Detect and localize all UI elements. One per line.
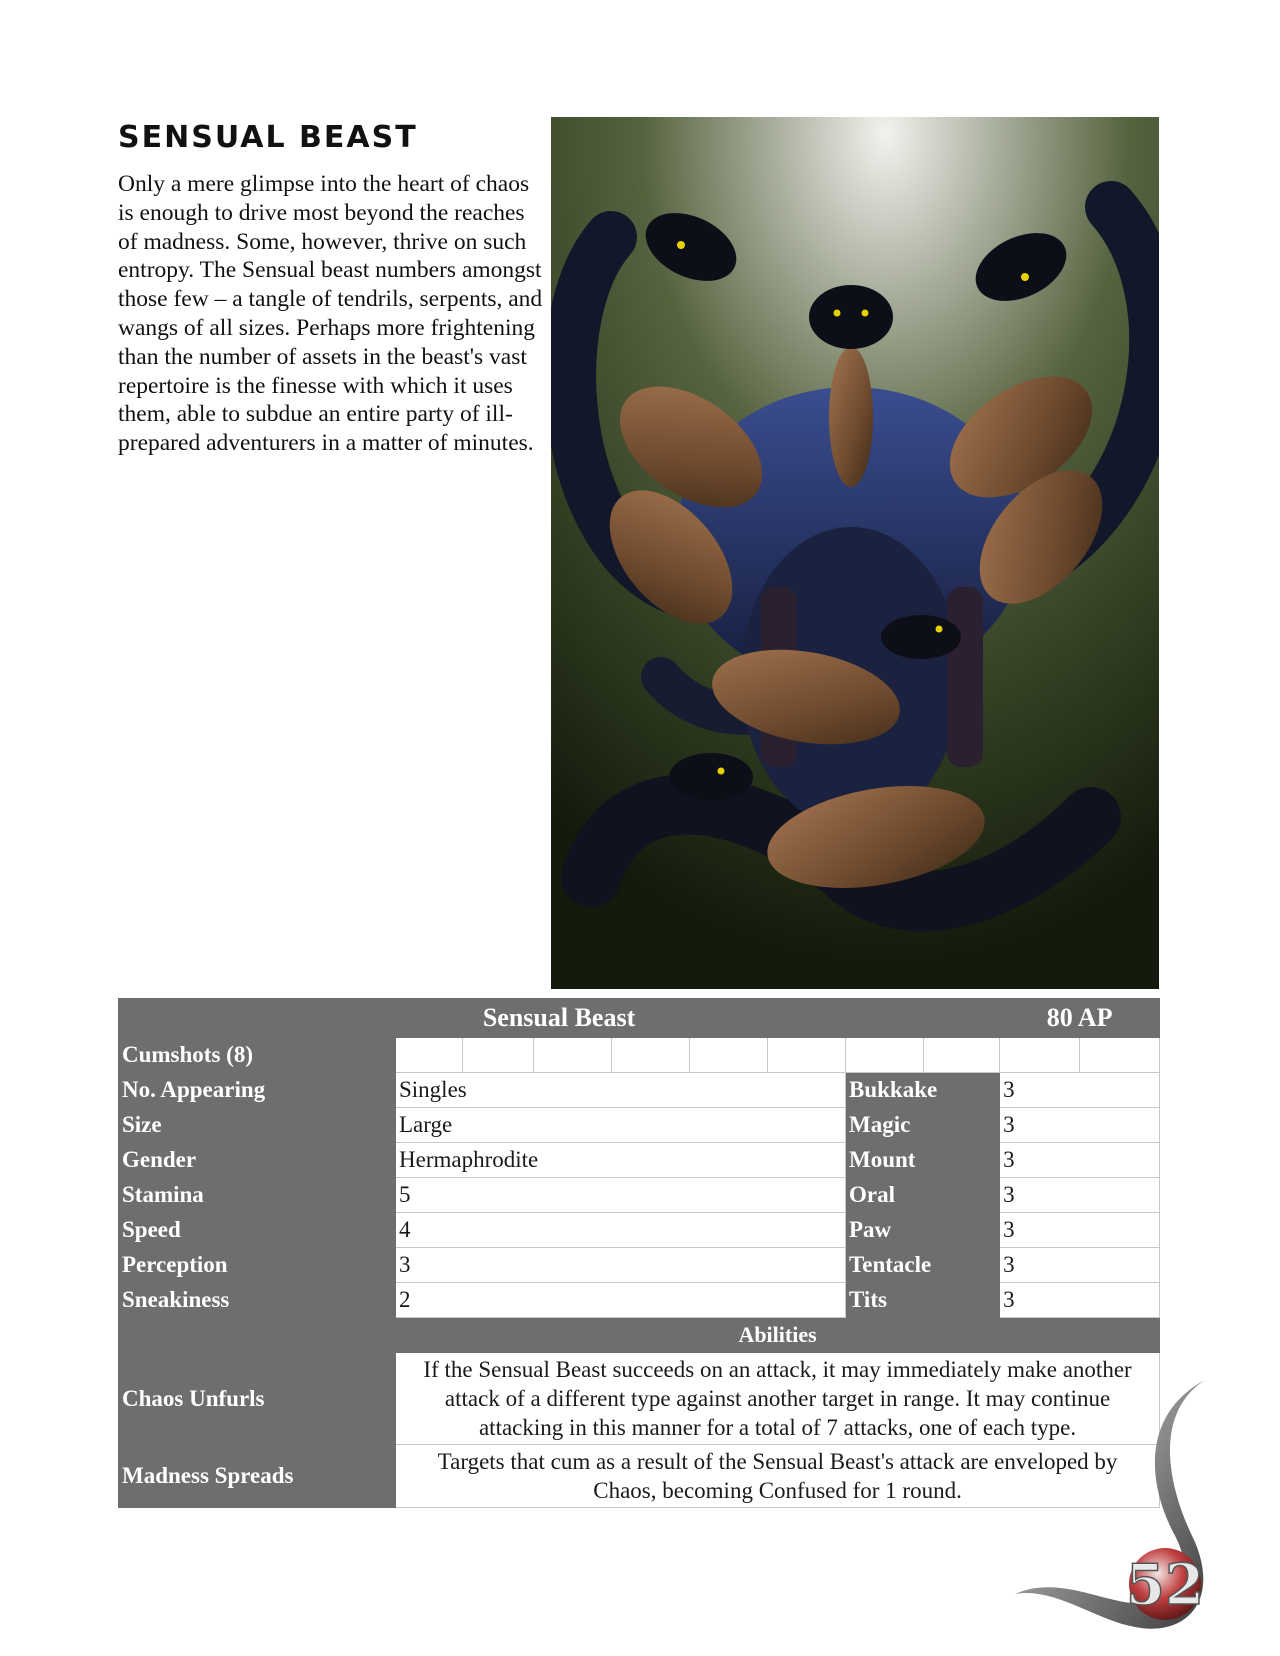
stat-label: Gender xyxy=(119,1143,396,1178)
cumshot-box[interactable] xyxy=(924,1038,1000,1073)
attack-label: Tits xyxy=(846,1283,1000,1318)
attack-label: Tentacle xyxy=(846,1248,1000,1283)
ability-text: If the Sensual Beast succeeds on an attack, it may immediately make another attack of a different type against another target in range. It may continue attacking in this manner for a total of 7 attacks, one of each type. xyxy=(396,1353,1160,1445)
creature-name: Sensual Beast xyxy=(119,999,1000,1038)
abilities-header: Abilities xyxy=(396,1318,1160,1353)
attack-rating: 3 xyxy=(1000,1108,1160,1143)
intro-paragraph: Only a mere glimpse into the heart of chaos is enough to drive most beyond the reaches of madness. Some, however, thrive on such entropy. The Sensual beast numbers amongst those few – a tangle of tendrils, serpents, and wangs of all sizes. Perhaps more frightening than the number of assets in the beast's vast repertoire is the finesse with which it uses them, able to subdue an entire party of ill-prepared adventurers in a matter of minutes. xyxy=(118,171,543,457)
attack-rating: 3 xyxy=(1000,1073,1160,1108)
attack-rating: 3 xyxy=(1000,1178,1160,1213)
attack-label: Oral xyxy=(846,1178,1000,1213)
page-number-ornament xyxy=(1005,1372,1245,1642)
ability-row xyxy=(119,1445,1160,1508)
stat-block-header-row xyxy=(119,999,1160,1038)
ability-text: Targets that cum as a result of the Sensual Beast's attack are enveloped by Chaos, becoming Confused for 1 round. xyxy=(396,1445,1160,1508)
stat-row xyxy=(119,1248,1160,1283)
creature-illustration xyxy=(551,117,1159,989)
cumshot-box[interactable] xyxy=(612,1038,690,1073)
stat-value: Large xyxy=(396,1108,846,1143)
stat-value: 2 xyxy=(396,1283,846,1318)
stat-value: Singles xyxy=(396,1073,846,1108)
ability-row xyxy=(119,1353,1160,1445)
cumshot-box-blank xyxy=(1000,1038,1080,1073)
cumshot-box[interactable] xyxy=(396,1038,463,1073)
cumshot-box[interactable] xyxy=(846,1038,924,1073)
stat-block-table xyxy=(118,998,1160,1508)
ability-name: Chaos Unfurls xyxy=(119,1353,396,1445)
stat-value: 3 xyxy=(396,1248,846,1283)
stat-value: 5 xyxy=(396,1178,846,1213)
page-number: 52 xyxy=(1126,1552,1204,1618)
attack-rating: 3 xyxy=(1000,1283,1160,1318)
abilities-header-row xyxy=(119,1318,1160,1353)
page-title: SENSUAL BEAST xyxy=(118,120,418,155)
stat-label: Size xyxy=(119,1108,396,1143)
attack-label: Mount xyxy=(846,1143,1000,1178)
cumshot-box-blank xyxy=(1080,1038,1160,1073)
stat-value: Hermaphrodite xyxy=(396,1143,846,1178)
attack-rating: 3 xyxy=(1000,1213,1160,1248)
stat-label: Sneakiness xyxy=(119,1283,396,1318)
stat-label: Perception xyxy=(119,1248,396,1283)
ability-name: Madness Spreads xyxy=(119,1445,396,1508)
abilities-header-spacer xyxy=(119,1318,396,1353)
cumshot-box[interactable] xyxy=(463,1038,534,1073)
stat-row xyxy=(119,1143,1160,1178)
attack-label: Paw xyxy=(846,1213,1000,1248)
ap-cost: 80 AP xyxy=(1000,999,1160,1038)
stat-label: Stamina xyxy=(119,1178,396,1213)
cumshot-box[interactable] xyxy=(768,1038,846,1073)
stat-label: No. Appearing xyxy=(119,1073,396,1108)
cumshot-box[interactable] xyxy=(690,1038,768,1073)
stat-value: 4 xyxy=(396,1213,846,1248)
stat-row xyxy=(119,1178,1160,1213)
cumshots-label: Cumshots (8) xyxy=(119,1038,396,1073)
stat-label: Speed xyxy=(119,1213,396,1248)
stat-row xyxy=(119,1108,1160,1143)
creature-illustration-art xyxy=(551,117,1159,989)
stat-row xyxy=(119,1213,1160,1248)
stat-row xyxy=(119,1073,1160,1108)
attack-label: Magic xyxy=(846,1108,1000,1143)
attack-rating: 3 xyxy=(1000,1248,1160,1283)
attack-label: Bukkake xyxy=(846,1073,1000,1108)
attack-rating: 3 xyxy=(1000,1143,1160,1178)
cumshot-box[interactable] xyxy=(534,1038,612,1073)
cumshots-row xyxy=(119,1038,1160,1073)
stat-row xyxy=(119,1283,1160,1318)
